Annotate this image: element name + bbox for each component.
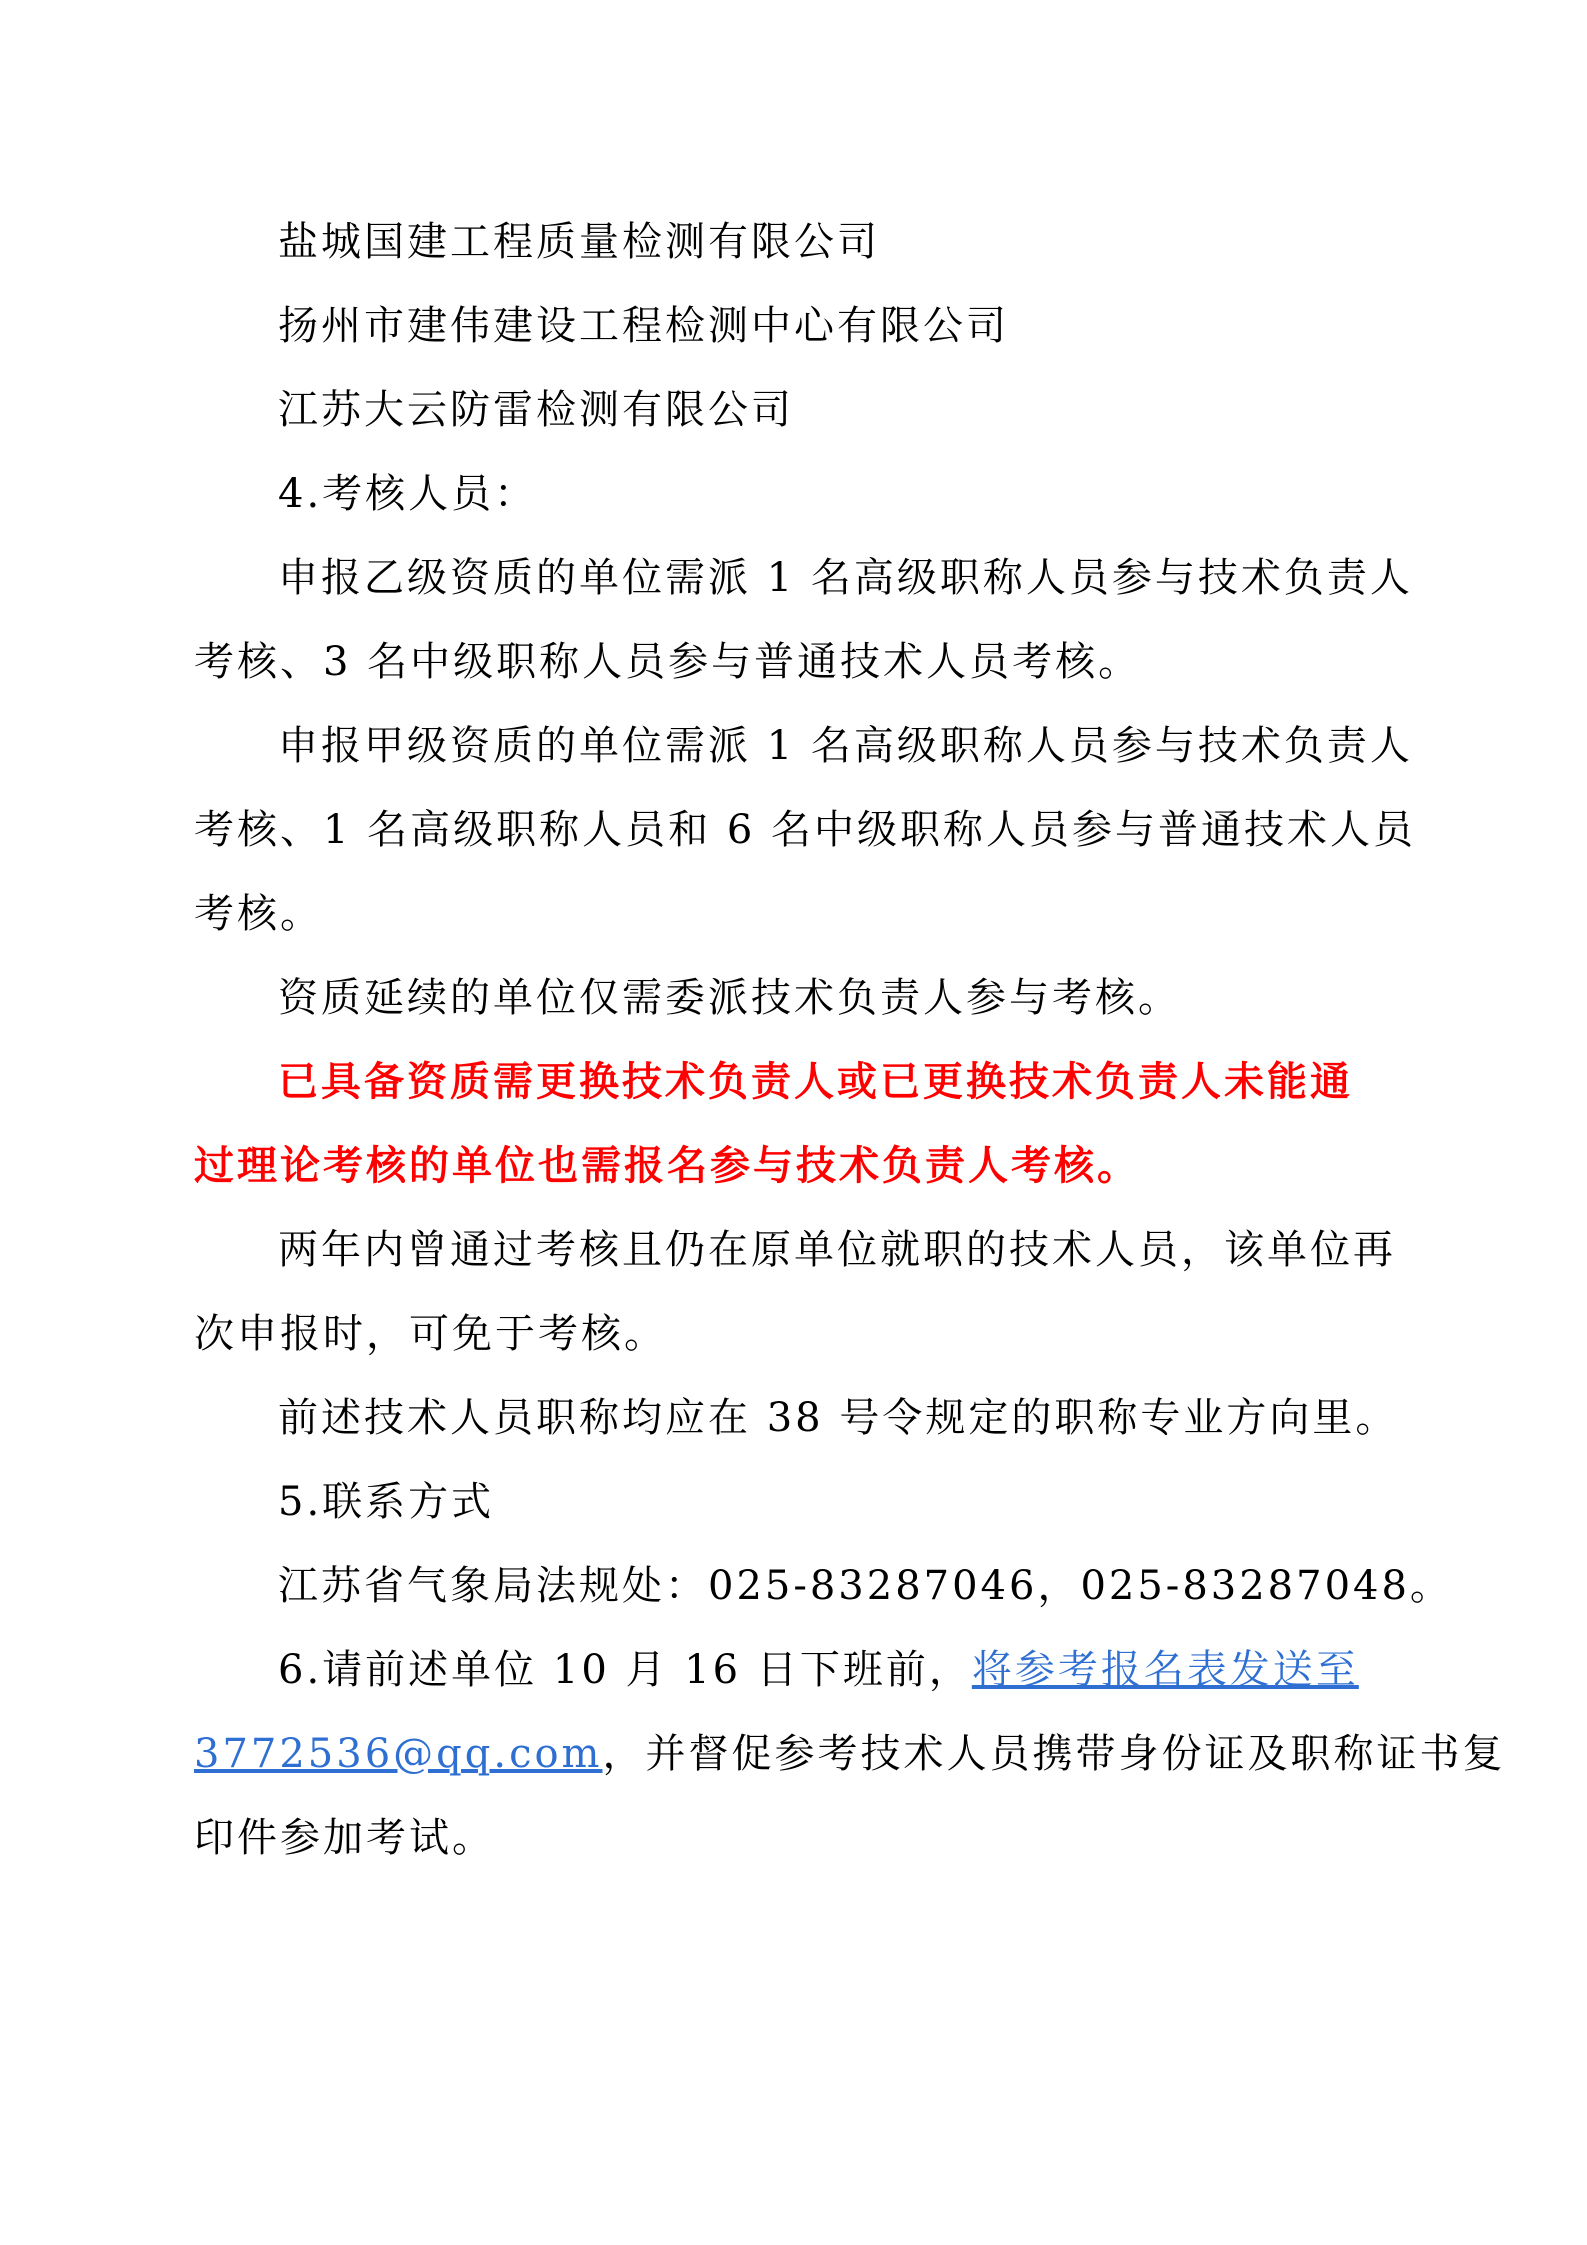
paragraph-text: 考核、3 名中级职称人员参与普通技术人员考核。 <box>194 639 1142 685</box>
section-4-heading: 4.考核人员： <box>278 471 538 517</box>
paragraph-text: 资质延续的单位仅需委派技术负责人参与考核。 <box>278 975 1181 1021</box>
paragraph-text: 次申报时，可免于考核。 <box>194 1311 667 1357</box>
section-6-line: 印件参加考试。 <box>194 1815 495 1861</box>
paragraph-text: 两年内曾通过考核且仍在原单位就职的技术人员，该单位再 <box>278 1227 1396 1273</box>
section-5-heading: 5.联系方式 <box>278 1479 495 1525</box>
section-6-suffix: ，并督促参考技术人员携带身份证及职称证书复 <box>602 1731 1506 1777</box>
highlighted-notice: 过理论考核的单位也需报名参与技术负责人考核。 <box>194 1142 1140 1189</box>
company-name: 盐城国建工程质量检测有限公司 <box>278 219 880 265</box>
paragraph-text: 申报甲级资质的单位需派 1 名高级职称人员参与技术负责人 <box>278 723 1413 769</box>
section-6-line <box>194 1628 1386 1712</box>
contact-info: 江苏省气象局法规处：025-83287046，025-83287048。 <box>278 1563 1453 1609</box>
company-name: 江苏大云防雷检测有限公司 <box>278 387 794 433</box>
paragraph-text: 申报乙级资质的单位需派 1 名高级职称人员参与技术负责人 <box>278 555 1413 601</box>
highlighted-notice: 已具备资质需更换技术负责人或已更换技术负责人未能通 <box>278 1058 1353 1105</box>
paragraph-text: 考核、1 名高级职称人员和 6 名中级职称人员参与普通技术人员 <box>194 807 1417 853</box>
company-name: 扬州市建伟建设工程检测中心有限公司 <box>278 303 1009 349</box>
document-page <box>194 200 1506 1880</box>
email-link-text[interactable]: 将参考报名表发送至 <box>971 1647 1359 1693</box>
paragraph-text: 考核。 <box>194 891 323 937</box>
email-link-address[interactable]: 3772536@qq.com <box>194 1731 603 1777</box>
paragraph-text: 前述技术人员职称均应在 38 号令规定的职称专业方向里。 <box>278 1395 1399 1441</box>
section-6-prefix: 6.请前述单位 10 月 16 日下班前， <box>278 1647 972 1693</box>
section-6-line <box>194 1712 1506 1796</box>
